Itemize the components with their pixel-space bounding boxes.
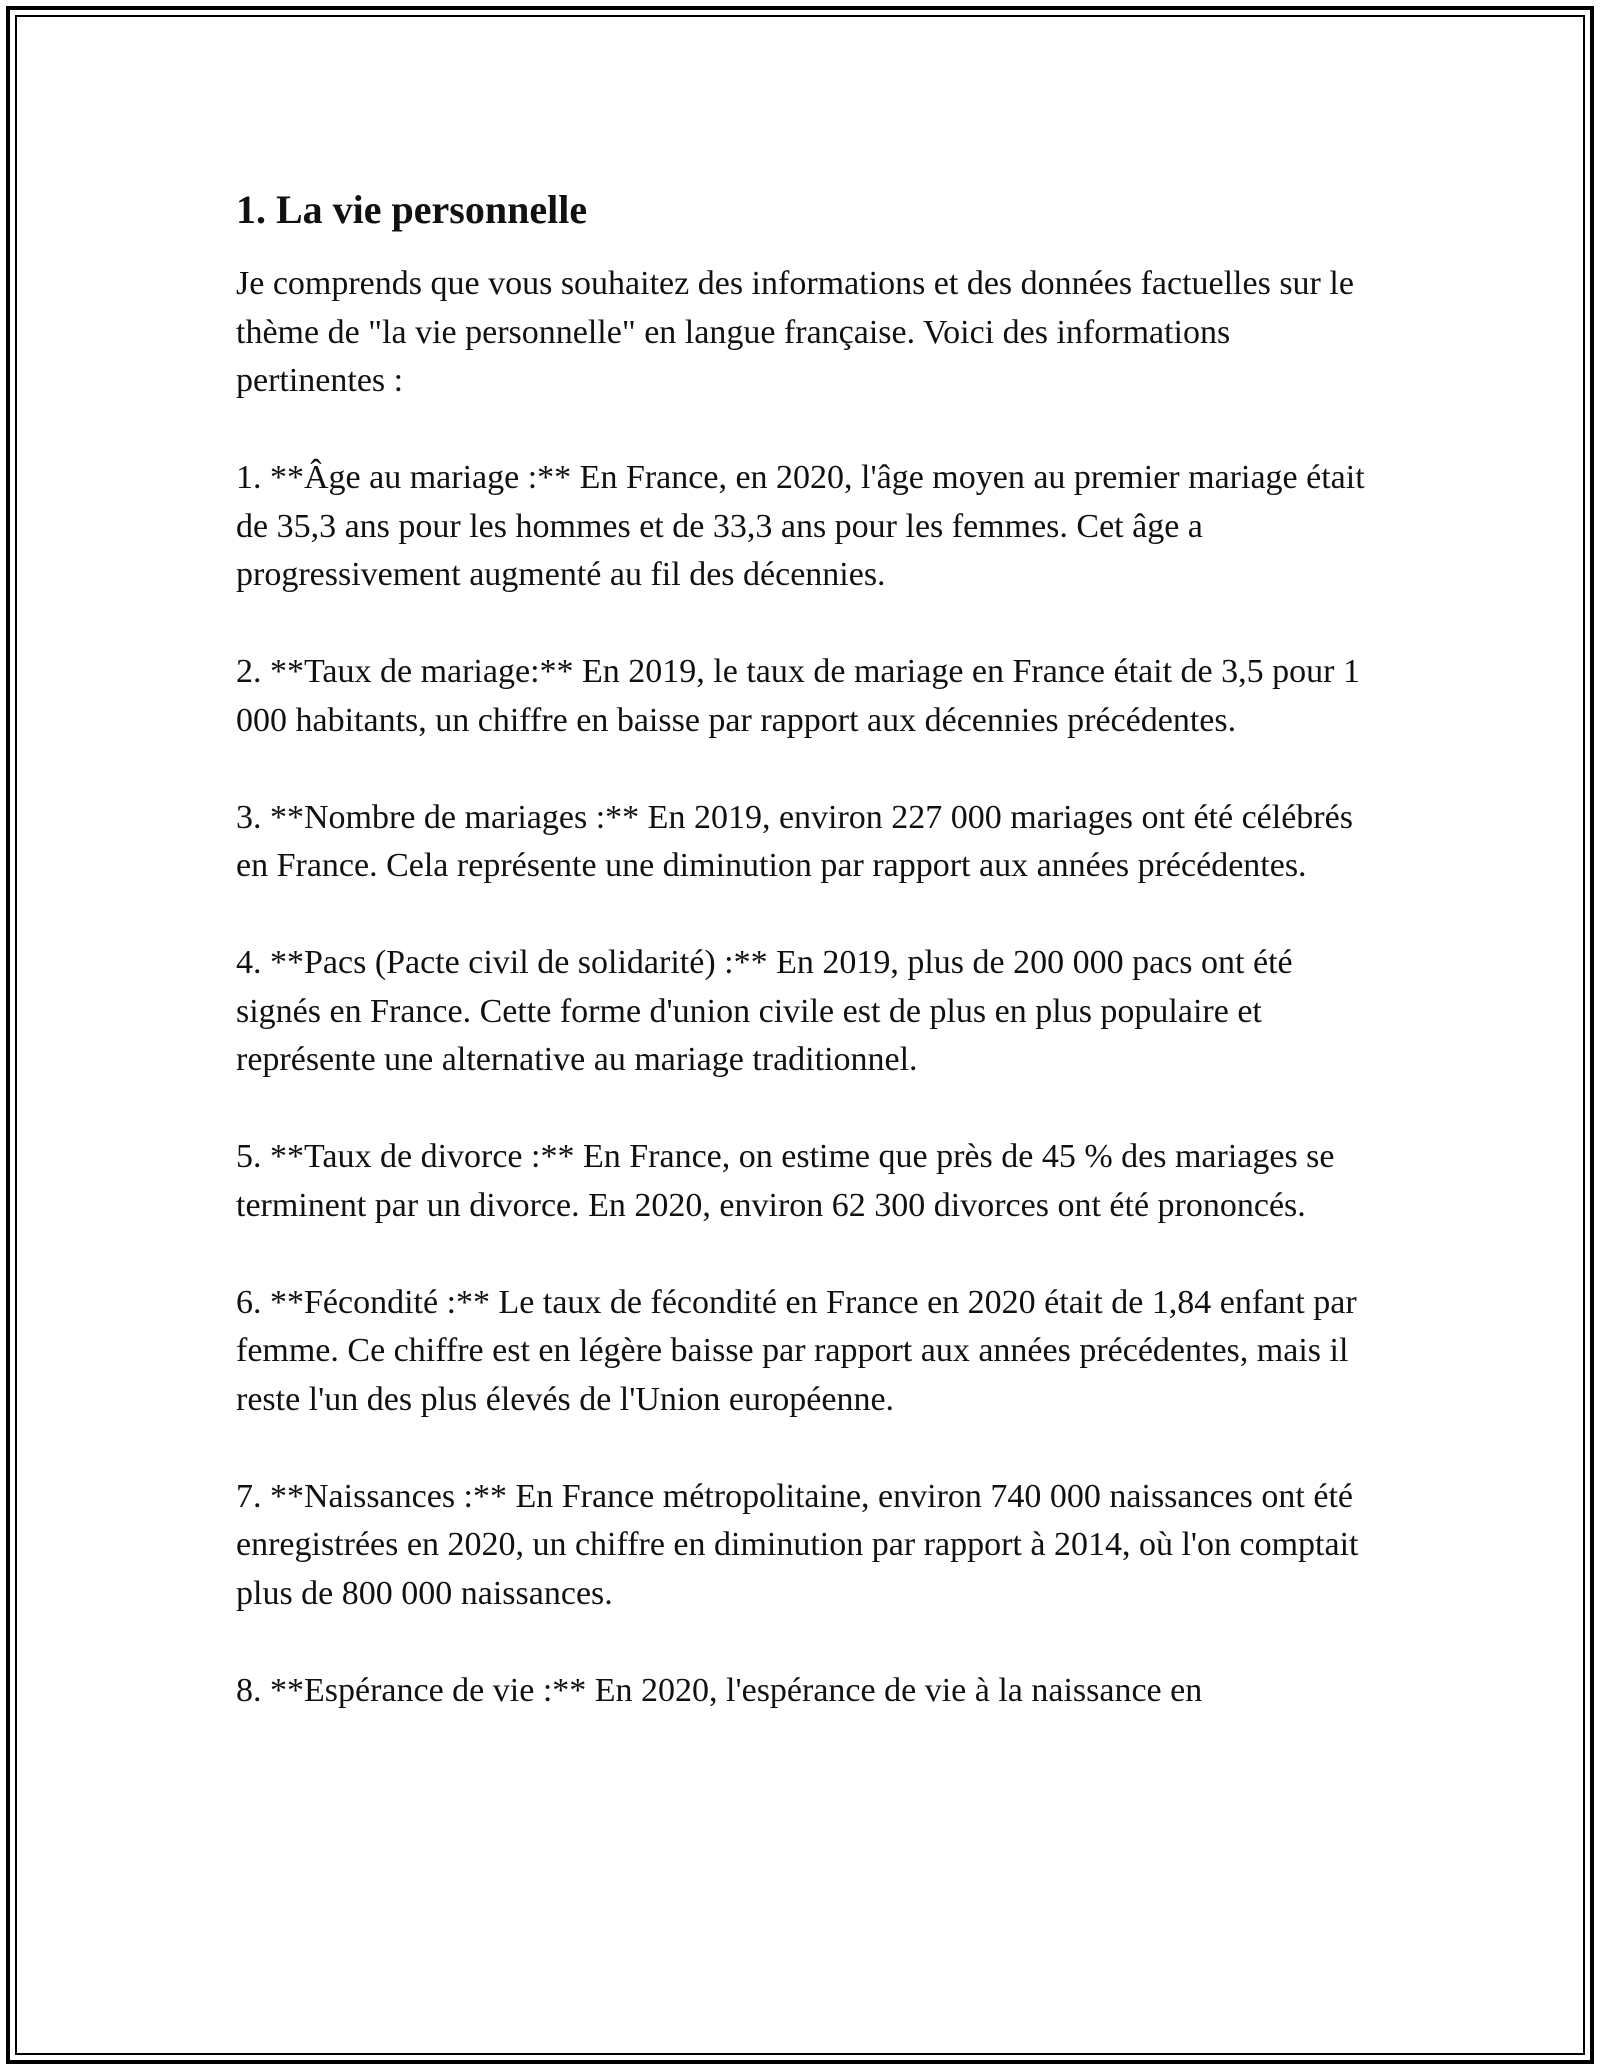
page-title: 1. La vie personnelle <box>236 187 588 232</box>
document-body <box>236 184 1366 1715</box>
item-pacs: 4. **Pacs (Pacte civil de solidarité) :** En 2019, plus de 200 000 pacs ont été signés en France. Cette forme d'union civile est de plus en plus populaire et représente une alternative au mariage traditionnel. <box>236 944 1293 1078</box>
item-age-au-mariage: 1. **Âge au mariage :** En France, en 2020, l'âge moyen au premier mariage était de 35,3 ans pour les hommes et de 33,3 ans pour les femmes. Cet âge a progressivement augmenté au fil des décennies. <box>236 459 1365 593</box>
item-taux-de-divorce: 5. **Taux de divorce :** En France, on estime que près de 45 % des mariages se terminent par un divorce. En 2020, environ 62 300 divorces ont été prononcés. <box>236 1138 1335 1224</box>
item-taux-de-mariage: 2. **Taux de mariage:** En 2019, le taux de mariage en France était de 3,5 pour 1 000 habitants, un chiffre en baisse par rapport aux décennies précédentes. <box>236 653 1360 739</box>
intro-paragraph: Je comprends que vous souhaitez des informations et des données factuelles sur le thème de "la vie personnelle" en langue française. Voici des informations pertinentes : <box>236 265 1354 399</box>
item-fecondite: 6. **Fécondité :** Le taux de fécondité en France en 2020 était de 1,84 enfant par femme. Ce chiffre est en légère baisse par rapport aux années précédentes, mais il reste l'un des plus élevés de l'Union européenne. <box>236 1283 1357 1418</box>
item-naissances: 7. **Naissances :** En France métropolitaine, environ 740 000 naissances ont été enregistrées en 2020, un chiffre en diminution par rapport à 2014, où l'on comptait plus de 800 000 naissances. <box>236 1477 1359 1612</box>
item-esperance-de-vie: 8. **Espérance de vie :** En 2020, l'espérance de vie à la naissance en <box>236 1671 1203 1709</box>
item-nombre-de-mariages: 3. **Nombre de mariages :** En 2019, environ 227 000 mariages ont été célébrés en France. Cela représente une diminution par rapport aux années précédentes. <box>236 798 1353 884</box>
